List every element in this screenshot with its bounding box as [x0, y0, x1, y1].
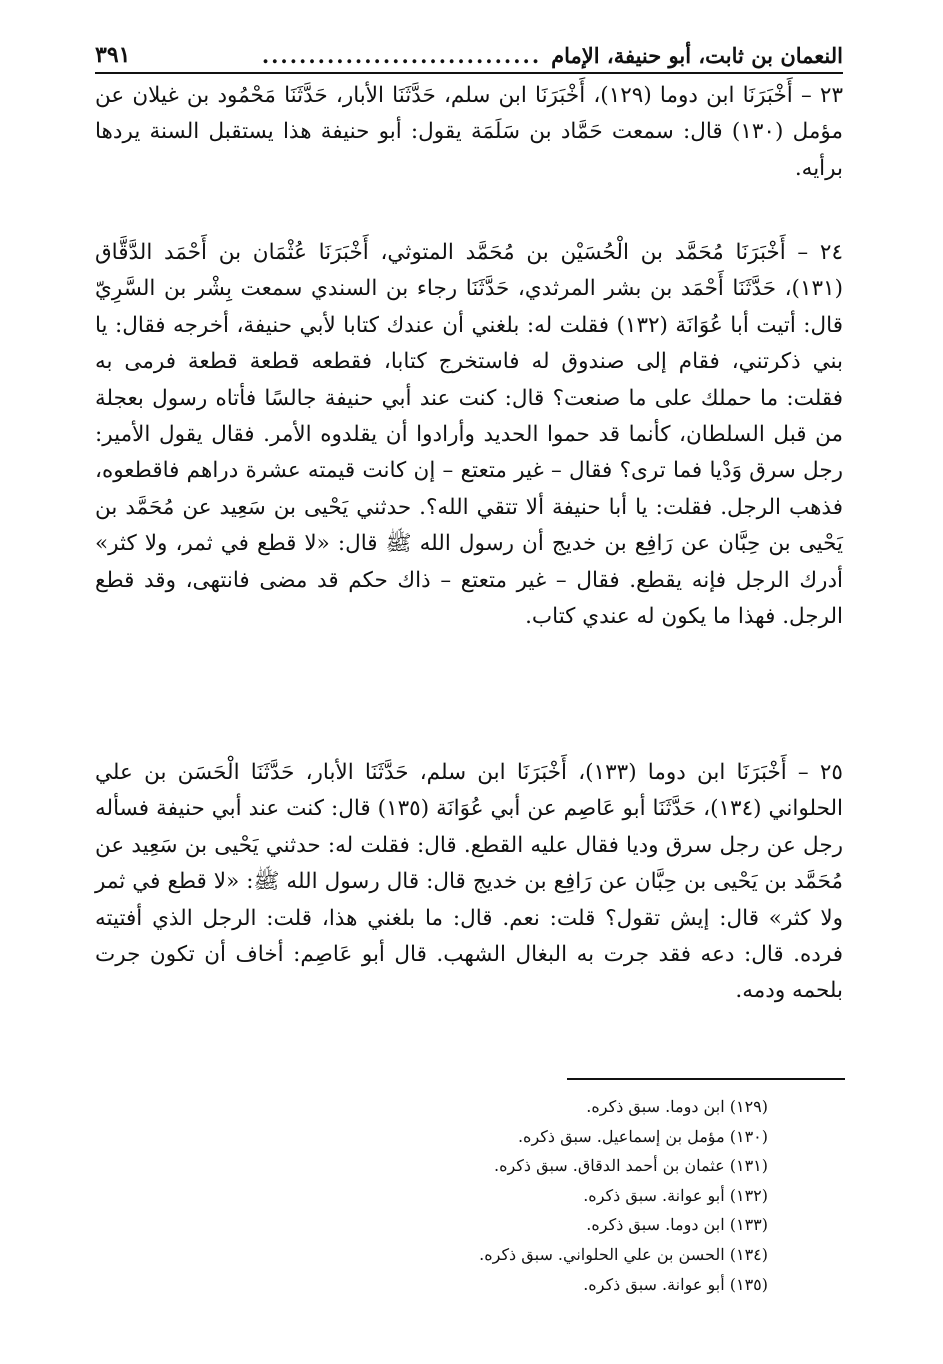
- footnote-129: (١٢٩) ابن دوما. سبق ذكره.: [586, 1097, 768, 1116]
- paragraph-text: ٢٤ – أَخْبَرَنَا مُحَمَّد بن الْحُسَيْن بن مُحَمَّد المتوثي، أَخْبَرَنَا عُثْمَان بن أَحْمَد الدَّقَّاق (١٣١)، حَدَّثَنَا أَحْمَد بن بشر المرثدي، حَدَّثَنَا رجاء بن السندي سمعت بِشْر بن السَّرِيّ قال: أتيت أبا عُوَانَة (١٣٢) فقلت له: بلغني أن عندك كتابا لأبي حنيفة، أخرجه فقال: يا بني ذكرتني، فقام إلى صندوق له فاستخرج كتابا، فقطعه قطعة قطعة فرمى به فقلت: ما حملك على ما صنعت؟ قال: كنت عند أبي حنيفة جالسًا فأتاه رسول بعجلة من قبل السلطان، كأنما قد حموا الحديد وأرادوا أن يقلدوه الأمر. فقال يقول الأمير: رجل سرق وَدْيا فما ترى؟ فقال – غير متعتع – إن كانت قيمته عشرة دراهم فاقطعوه، فذهب الرجل. فقلت: يا أبا حنيفة ألا تتقي الله؟. حدثني يَحْيى بن سَعِيد عن مُحَمَّد بن يَحْيى بن حِبَّان عن رَافِع بن خديج أن رسول الله ﷺ قال: «لا قطع في ثمر، ولا كثر» أدرك الرجل فإنه يقطع. فقال – غير متعتع – ذاك حكم قد مضى فانتهى، وقد قطع الرجل. فهذا ما يكون له عندي كتاب.: [95, 240, 843, 630]
- footnote-divider: [567, 1078, 845, 1080]
- paragraph-25: [95, 755, 843, 1010]
- footnote-132: (١٣٢) أبو عوانة. سبق ذكره.: [583, 1185, 768, 1205]
- footnote-133: (١٣٣) ابن دوما. سبق ذكره.: [586, 1215, 768, 1235]
- footnote-135: (١٣٥) أبو عوانة. سبق ذكره.: [583, 1274, 768, 1294]
- paragraph-23: [95, 78, 843, 187]
- running-header: [95, 38, 843, 74]
- page-number: ٣٩١: [95, 42, 131, 68]
- paragraph-24: [95, 235, 843, 635]
- footnote-130: (١٣٠) مؤمل بن إسماعيل. سبق ذكره.: [517, 1126, 768, 1146]
- header-leader-dots: ..............................: [261, 42, 542, 68]
- header-title: النعمان بن ثابت، أبو حنيفة، الإمام: [551, 42, 843, 68]
- footnote-134: (١٣٤) الحسن بن علي الحلواني. سبق ذكره.: [479, 1244, 768, 1264]
- paragraph-text: ٢٥ – أَخْبَرَنَا ابن دوما (١٣٣)، أَخْبَرَنَا ابن سلم، حَدَّثَنَا الأبار، حَدَّثَنَا الْحَسَن بن علي الحلواني (١٣٤)، حَدَّثَنَا أبو عَاصِم عن أبي عُوَانَة (١٣٥) قال: كنت عند أبي حنيفة فسأله رجل عن رجل سرق وديا فقال عليه القطع. قال: فقلت له: حدثني يَحْيى بن سَعِيد عن مُحَمَّد بن يَحْيى بن حِبَّان عن رَافِع بن خديج قال: قال رسول الله ﷺ: «لا قطع في ثمر ولا كثر» قال: إيش تقول؟ قلت: نعم. قال: ما بلغني هذا، قلت: الرجل الذي أفتيته فرده. قال: دعه فقد جرت به البغال الشهب. قال أبو عَاصِم: أخاف أن تكون جرت بلحمه ودمه.: [95, 760, 844, 1004]
- paragraph-text: ٢٣ – أَخْبَرَنَا ابن دوما (١٢٩)، أَخْبَرَنَا ابن سلم، حَدَّثَنَا الأبار، حَدَّثَنَا مَحْمُود بن غيلان عن مؤمل (١٣٠) قال: سمعت حَمَّاد بن سَلَمَة يقول: أبو حنيفة هذا يستقبل السنة يردها برأيه.: [95, 83, 843, 181]
- footnote-131: (١٣١) عثمان بن أحمد الدقاق. سبق ذكره.: [493, 1156, 768, 1176]
- footnotes: [248, 1092, 768, 1299]
